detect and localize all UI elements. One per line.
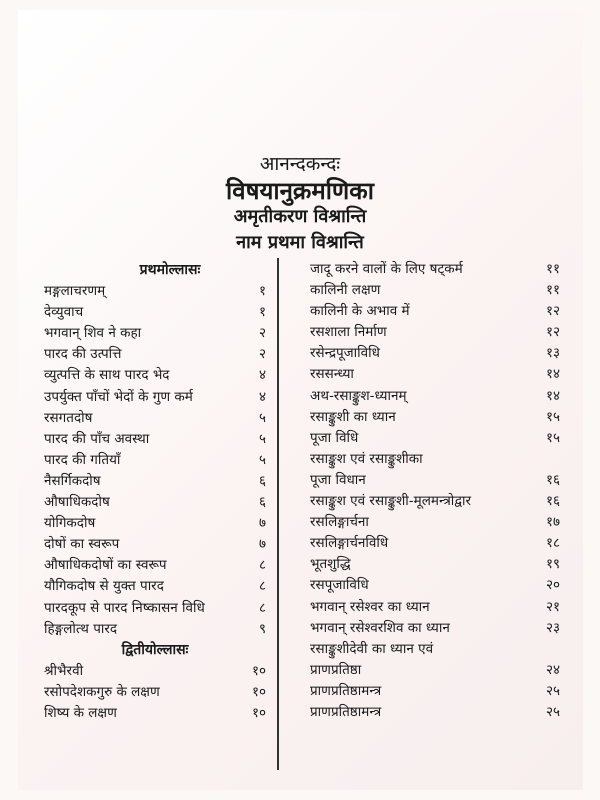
entry-title: पारदकूप से पारद निष्कासन विधि: [44, 599, 205, 616]
entry-page-number: ६: [258, 494, 266, 511]
section-heading: प्रथमोल्लासः: [139, 262, 201, 278]
entry-page-number: ८: [258, 578, 266, 595]
column-divider: [277, 258, 279, 770]
entry-page-number: १७: [545, 514, 560, 531]
toc-entry: [310, 343, 560, 364]
entry-title: व्युत्पत्ति के साथ पारद भेद: [44, 367, 170, 384]
toc-entry: [44, 365, 266, 386]
entry-title: भूतशुद्धि: [310, 556, 351, 573]
subtitle-1: अमृतीकरण विश्रान्ति: [233, 206, 367, 227]
entry-title: शिष्य के लक्षण: [44, 704, 117, 721]
toc-entry: [310, 259, 560, 280]
toc-entry: [44, 703, 266, 724]
toc-entry: [310, 533, 560, 554]
toc-entry: [310, 301, 560, 322]
entry-page-number: २५: [545, 682, 560, 699]
entry-title: रसगतदोष: [44, 409, 93, 426]
toc-entry: [44, 555, 266, 576]
toc-entry: [310, 449, 560, 470]
toc-entry: [310, 512, 560, 533]
entry-title: हिङ्गलोत्थ पारद: [44, 620, 118, 637]
entry-title: भगवान् रसेश्वरशिव का ध्यान: [310, 619, 450, 636]
entry-page-number: १४: [545, 387, 560, 404]
toc-entry: [310, 660, 560, 681]
entry-page-number: १५: [545, 429, 560, 446]
entry-title: रसपूजाविधि: [310, 577, 369, 594]
entry-title: रसेन्द्रपूजाविधि: [310, 345, 380, 362]
subtitle-2: नाम प्रथमा विश्रान्ति: [236, 232, 364, 253]
entry-title: रससन्ध्या: [310, 366, 354, 383]
entry-page-number: ५: [258, 451, 266, 468]
toc-entry: [310, 597, 560, 618]
entry-title: प्राणप्रतिष्ठा: [310, 661, 362, 678]
entry-page-number: ४: [258, 367, 266, 384]
entry-page-number: १४: [545, 366, 560, 383]
entry-page-number: १५: [545, 408, 560, 425]
toc-entry: [44, 619, 266, 640]
toc-entry: [44, 576, 266, 597]
entry-page-number: ११: [545, 282, 560, 299]
entry-page-number: ८: [258, 557, 266, 574]
entry-page-number: [532, 639, 560, 660]
entry-page-number: २: [258, 325, 266, 342]
entry-title: प्राणप्रतिष्ठामन्त्र: [310, 703, 382, 720]
entry-title: योगिकदोष: [44, 515, 96, 532]
entry-page-number: २०: [545, 577, 560, 594]
toc-entry: [310, 575, 560, 596]
toc-entry: [310, 407, 560, 428]
book-title: आनन्दकन्दः: [259, 153, 341, 175]
toc-entry: [44, 492, 266, 513]
entry-page-number: २४: [545, 661, 560, 678]
entry-title: मङ्गलाचरणम्: [44, 283, 106, 300]
toc-entry: [310, 386, 560, 407]
entry-page-number: १८: [545, 535, 560, 552]
toc-entry: [44, 323, 266, 344]
entry-title: रसाङ्कुशी का ध्यान: [310, 408, 396, 425]
entry-title: दोषों का स्वरूप: [44, 536, 120, 553]
entry-page-number: ६: [258, 472, 266, 489]
entry-page-number: १०: [251, 683, 266, 700]
entry-page-number: १२: [545, 303, 560, 320]
toc-entry: [310, 322, 560, 343]
toc-entry: [44, 429, 266, 450]
toc-entry: [44, 534, 266, 555]
toc-entry: [44, 598, 266, 619]
entry-page-number: ५: [258, 430, 266, 447]
toc-entry: [310, 491, 560, 512]
toc-entry: [44, 471, 266, 492]
entry-page-number: १३: [545, 345, 560, 362]
toc-entry: [44, 408, 266, 429]
entry-title: पारद की उत्पत्ति: [44, 346, 122, 363]
entry-page-number: [532, 449, 560, 470]
entry-page-number: १६: [545, 493, 560, 510]
entry-title: देव्युवाच: [44, 304, 84, 321]
entry-title: रसशाला निर्माण: [310, 324, 387, 341]
toc-entry: [44, 344, 266, 365]
toc-entry: [310, 364, 560, 385]
toc-entry: [310, 702, 560, 723]
entry-title: यौगिकदोष से युक्त पारद: [44, 578, 164, 595]
entry-page-number: ४: [258, 388, 266, 405]
entry-page-number: १६: [545, 471, 560, 488]
entry-title: औषाधिकदोषों का स्वरूप: [44, 557, 167, 574]
entry-page-number: ११: [545, 261, 560, 277]
toc-entry: [44, 513, 266, 534]
entry-page-number: १९: [545, 556, 560, 573]
entry-title: प्राणप्रतिष्ठामन्त्र: [310, 682, 382, 699]
entry-title: रसाङ्कुशीदेवी का ध्यान एवं: [310, 640, 434, 657]
entry-page-number: १: [258, 304, 266, 321]
entry-title: पूजा विधान: [310, 471, 366, 488]
toc-entry: [44, 682, 266, 703]
toc-entry: [44, 302, 266, 323]
entry-title: पूजा विधि: [310, 429, 359, 446]
entry-page-number: ८: [258, 599, 266, 616]
entry-title: रसाङ्कुश एवं रसाङ्कुशी-मूलमन्त्रोद्वार: [310, 493, 472, 510]
toc-entry: [310, 618, 560, 639]
entry-title: जादू करने वालों के लिए षट्कर्म: [310, 261, 463, 277]
section-heading: द्वितीयोल्लासः: [121, 641, 189, 658]
entry-title: रसलिङ्गार्चनविधि: [310, 535, 389, 552]
toc-entry: [44, 281, 266, 302]
right-contents-column: [310, 259, 560, 723]
entry-page-number: २: [258, 346, 266, 363]
entry-page-number: २५: [545, 703, 560, 720]
entry-title: श्रीभैरवी: [44, 662, 84, 679]
entry-title: कालिनी के अभाव में: [310, 303, 410, 320]
entry-title: भगवान् शिव ने कहा: [44, 325, 142, 342]
entry-title: औषाधिकदोष: [44, 494, 110, 511]
contents-title: विषयानुक्रमणिका: [226, 177, 374, 205]
toc-entry: [310, 280, 560, 301]
entry-title: रसाङ्कुश एवं रसाङ्कुशीका: [310, 450, 423, 467]
entry-page-number: १२: [545, 324, 560, 341]
toc-entry: [44, 387, 266, 408]
entry-page-number: ७: [258, 536, 266, 553]
left-contents-column: [44, 260, 266, 724]
entry-title: अथ-रसाङ्कुश-ध्यानम्: [310, 387, 407, 404]
entry-page-number: १०: [251, 662, 266, 679]
toc-entry: [44, 450, 266, 471]
toc-entry: [44, 661, 266, 682]
entry-title: कालिनी लक्षण: [310, 282, 381, 299]
entry-page-number: १: [258, 283, 266, 300]
entry-title: नैसर्गिकदोष: [44, 472, 101, 489]
entry-page-number: ९: [258, 620, 266, 637]
toc-entry: [310, 681, 560, 702]
entry-title: पारद की पाँच अवस्था: [44, 430, 150, 447]
entry-page-number: २३: [545, 619, 560, 636]
entry-title: रसलिङ्गार्चना: [310, 514, 369, 531]
entry-page-number: ७: [258, 515, 266, 532]
toc-entry: [310, 428, 560, 449]
entry-title: उपर्युक्त पाँचों भेदों के गुण कर्म: [44, 388, 193, 405]
toc-entry: [310, 554, 560, 575]
entry-page-number: ५: [258, 409, 266, 426]
toc-entry: [310, 470, 560, 491]
toc-entry: [310, 639, 560, 660]
entry-page-number: २१: [545, 598, 560, 615]
entry-title: रसोपदेशकगुरु के लक्षण: [44, 683, 160, 700]
entry-title: पारद की गतियाँ: [44, 451, 121, 468]
entry-title: भगवान् रसेश्वर का ध्यान: [310, 598, 430, 615]
entry-page-number: १०: [251, 704, 266, 721]
